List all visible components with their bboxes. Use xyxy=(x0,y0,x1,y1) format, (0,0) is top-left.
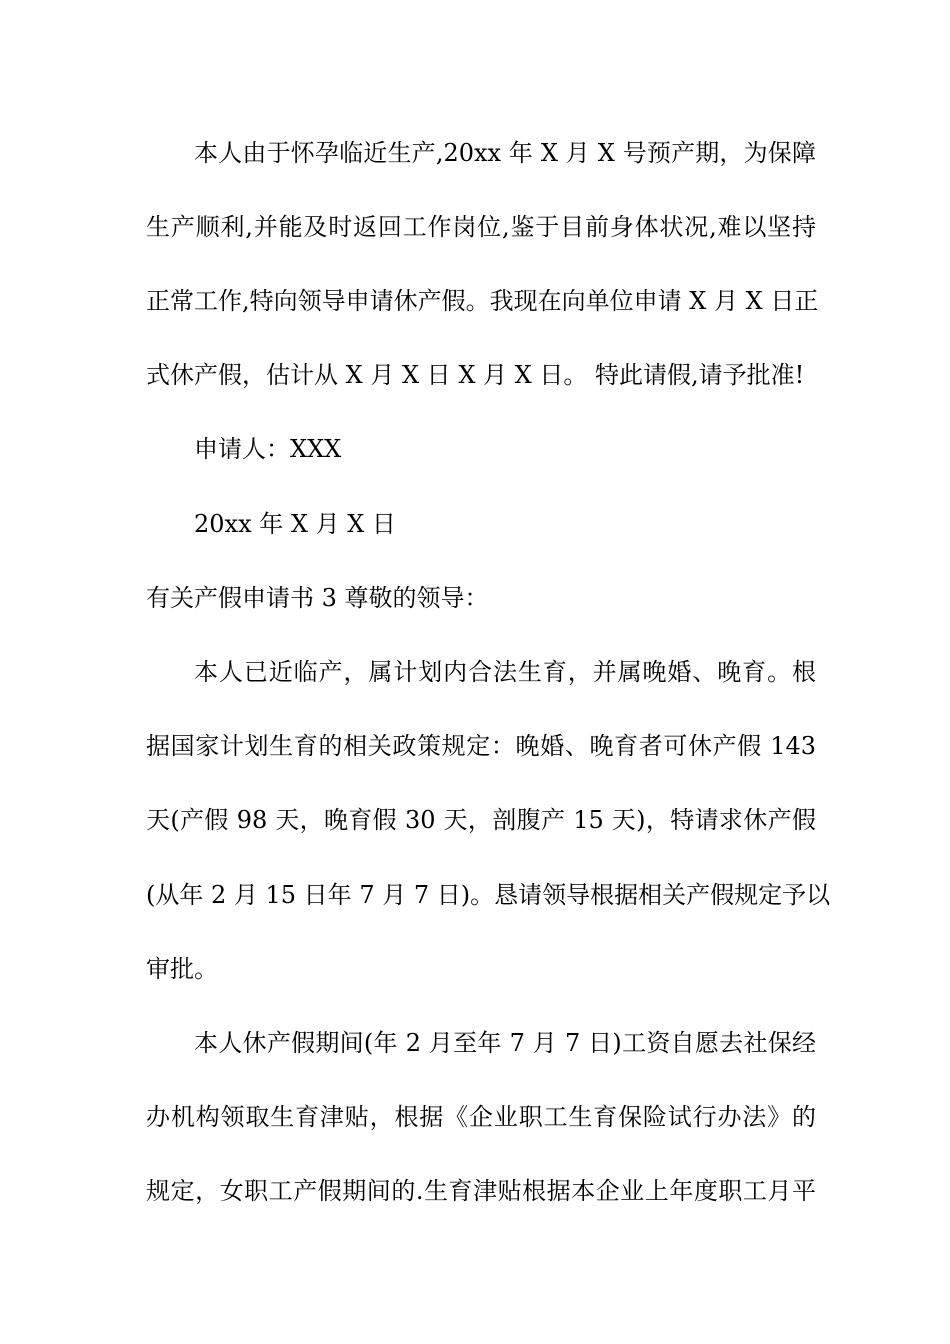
paragraph-1-line-4: 式休产假，估计从 X 月 X 日 X 月 X 日。 特此请假,请予批准! xyxy=(146,361,805,389)
applicant-signature: 申请人：XXX xyxy=(194,435,342,463)
paragraph-3-line-1: 本人休产假期间(年 2 月至年 7 月 7 日)工资自愿去社保经 xyxy=(194,1029,816,1057)
paragraph-2-line-1: 本人已近临产，属计划内合法生育，并属晚婚、晚育。根 xyxy=(194,658,816,686)
paragraph-3-line-2: 办机构领取生育津贴，根据《企业职工生育保险试行办法》的 xyxy=(146,1103,816,1131)
paragraph-2-line-3: 天(产假 98 天，晚育假 30 天，剖腹产 15 天)，特请求休产假 xyxy=(146,806,816,834)
paragraph-2-line-4: (从年 2 月 15 日年 7 月 7 日)。恳请领导根据相关产假规定予以 xyxy=(146,881,831,909)
paragraph-3-line-3: 规定，女职工产假期间的.生育津贴根据本企业上年度职工月平 xyxy=(146,1177,816,1205)
paragraph-1-line-3: 正常工作,特向领导申请休产假。我现在向单位申请 X 月 X 日正 xyxy=(146,287,819,315)
paragraph-1-line-1: 本人由于怀孕临近生产,20xx 年 X 月 X 号预产期，为保障 xyxy=(194,139,816,167)
section-heading: 有关产假申请书 3 尊敬的领导： xyxy=(146,584,489,612)
paragraph-2-line-5: 审批。 xyxy=(146,955,218,983)
paragraph-2-line-2: 据国家计划生育的相关政策规定：晚婚、晚育者可休产假 143 xyxy=(146,732,816,760)
application-date: 20xx 年 X 月 X 日 xyxy=(194,510,396,538)
paragraph-1-line-2: 生产顺利,并能及时返回工作岗位,鉴于目前身体状况,难以坚持 xyxy=(146,213,816,241)
